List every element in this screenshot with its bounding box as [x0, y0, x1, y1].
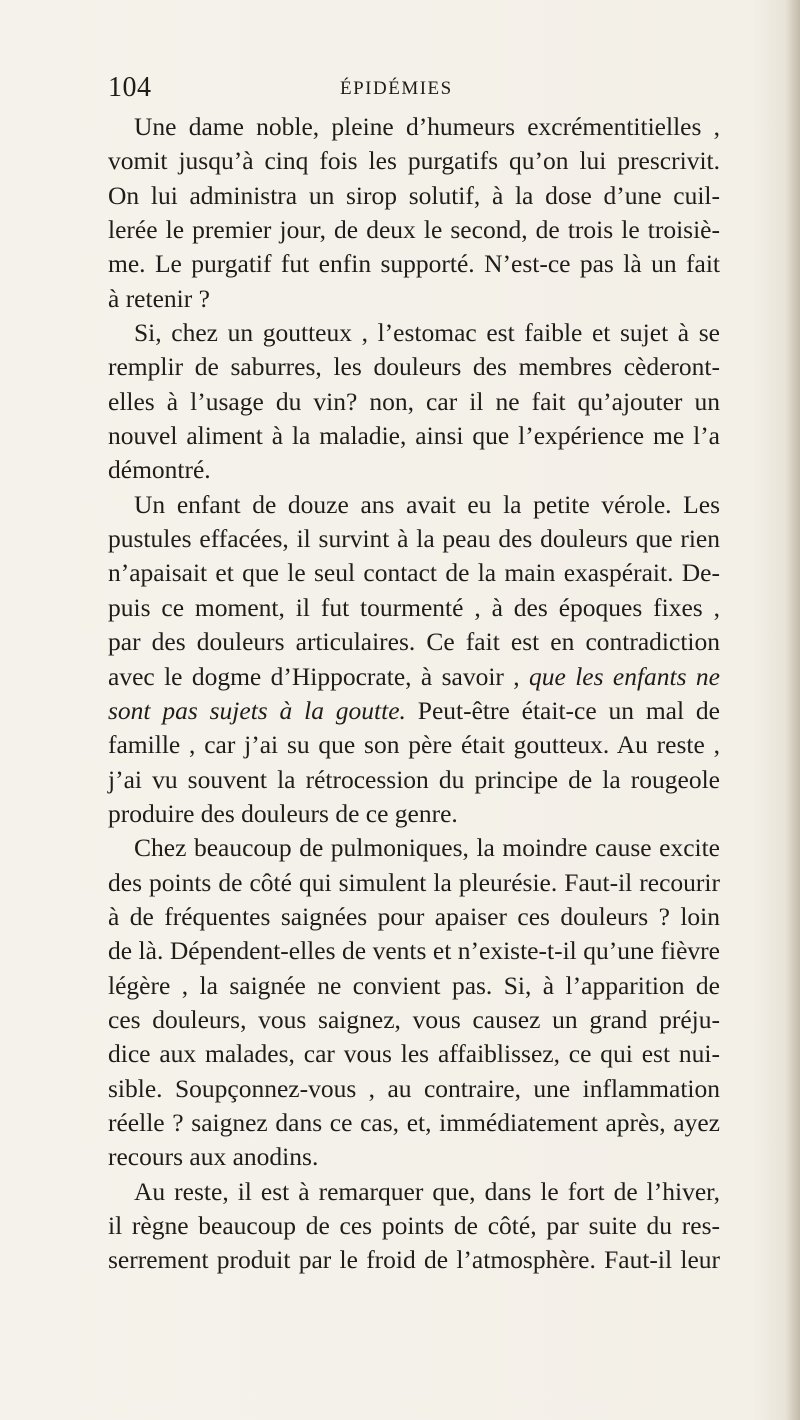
text-line-content: dice aux malades, car vous les affaiblissez, ce qui est nui- — [108, 1039, 720, 1069]
text-line — [108, 900, 720, 934]
text-line-content: lerée le premier jour, de deux le second, de trois le troisiè- — [108, 215, 720, 245]
page-header — [108, 70, 708, 106]
body-text — [108, 110, 720, 1278]
text-line-content: avec le dogme d’Hippocrate, à savoir , — [108, 661, 530, 691]
text-line-content: me. Le purgatif fut enfin supporté. N’est-ce pas là un fait — [108, 249, 720, 279]
text-line — [108, 831, 720, 865]
text-line-content: à retenir ? — [108, 283, 210, 313]
text-line-content: vomit jusqu’à cinq fois les purgatifs qu’on lui prescrivit. — [108, 146, 720, 176]
text-line — [108, 385, 720, 419]
text-line — [108, 1072, 720, 1106]
text-line-continuation: Peut-être était-ce un mal de — [405, 695, 720, 725]
text-line — [108, 591, 720, 625]
text-line — [108, 522, 720, 556]
text-line — [108, 728, 720, 762]
text-line-content: On lui administra un sirop solutif, à la dose d’une cuil- — [108, 180, 720, 210]
italic-quote: sont pas sujets à la goutte. — [108, 695, 406, 725]
text-line — [108, 282, 720, 316]
text-line-content: puis ce moment, il fut tourmenté , à des époques fixes , — [108, 592, 720, 622]
text-line-content: de là. Dépendent-elles de vents et n’existe-t-il qu’une fièvre — [108, 936, 720, 966]
text-line-content: légère , la saignée ne convient pas. Si, à l’apparition de — [108, 970, 720, 1000]
text-line-content: réelle ? saignez dans ce cas, et, immédiatement après, ayez — [108, 1107, 720, 1137]
text-line — [108, 350, 720, 384]
text-line-content: produire des douleurs de ce genre. — [108, 798, 458, 828]
text-line — [108, 1209, 720, 1243]
text-line-content: Chez beaucoup de pulmoniques, la moindre cause excite — [134, 833, 720, 863]
text-line — [108, 1037, 720, 1071]
text-line — [108, 1140, 720, 1174]
text-line — [108, 1106, 720, 1140]
text-line — [108, 419, 720, 453]
text-line — [108, 144, 720, 178]
text-line-content: nouvel aliment à la maladie, ainsi que l’expérience me l’a — [108, 421, 720, 451]
text-line-content: Au reste, il est à remarquer que, dans le fort de l’hiver, — [134, 1176, 720, 1206]
text-line-content: Si, chez un goutteux , l’estomac est faible et sujet à se — [134, 318, 720, 348]
text-line-content: famille , car j’ai su que son père était goutteux. Au reste , — [108, 730, 720, 760]
text-line — [108, 866, 720, 900]
text-line — [108, 316, 720, 350]
running-title: ÉPIDÉMIES — [340, 78, 453, 99]
text-line — [108, 797, 720, 831]
page-edge-shadow — [786, 0, 800, 1420]
text-line-content: serrement produit par le froid de l’atmosphère. Faut-il leur — [108, 1245, 720, 1275]
text-line — [108, 934, 720, 968]
text-line-content: des points de côté qui simulent la pleurésie. Faut-il recourir — [108, 867, 720, 897]
text-line — [108, 453, 720, 487]
text-line-content: j’ai vu souvent la rétrocession du principe de la rougeole — [108, 764, 720, 794]
text-line-content: elles à l’usage du vin? non, car il ne fait qu’ajouter un — [108, 386, 720, 416]
text-line — [108, 625, 720, 659]
text-line — [108, 110, 720, 144]
text-line-content: ces douleurs, vous saignez, vous causez un grand préju- — [108, 1004, 720, 1034]
text-line-content: Un enfant de douze ans avait eu la petite vérole. Les — [134, 489, 720, 519]
text-line — [108, 1175, 720, 1209]
text-line — [108, 213, 720, 247]
text-line-content: remplir de saburres, les douleurs des membres cèderont- — [108, 352, 720, 382]
text-line — [108, 1003, 720, 1037]
text-line-content: à de fréquentes saignées pour apaiser ces douleurs ? loin — [108, 901, 720, 931]
text-line-content: par des douleurs articulaires. Ce fait est en contradiction — [108, 627, 720, 657]
text-line — [108, 763, 720, 797]
page-number: 104 — [108, 72, 152, 103]
text-line — [108, 556, 720, 590]
text-line — [108, 1243, 720, 1277]
italic-quote: que les enfants ne — [529, 661, 721, 691]
text-line — [108, 969, 720, 1003]
text-line — [108, 488, 720, 522]
text-line-content: démontré. — [108, 455, 211, 485]
text-line-content: il règne beaucoup de ces points de côté, par suite du res- — [108, 1211, 720, 1240]
text-line — [108, 247, 720, 281]
text-line-content: Une dame noble, pleine d’humeurs excrémentitielles , — [134, 112, 720, 141]
text-line-content: recours aux anodins. — [108, 1142, 319, 1172]
text-line — [108, 179, 720, 213]
text-line — [108, 660, 720, 694]
text-line — [108, 694, 720, 728]
text-line-content: sible. Soupçonnez-vous , au contraire, une inflammation — [108, 1073, 720, 1103]
text-line-content: pustules effacées, il survint à la peau des douleurs que rien — [108, 524, 720, 554]
text-line-content: n’apaisait et que le seul contact de la main exaspérait. De- — [108, 558, 720, 588]
